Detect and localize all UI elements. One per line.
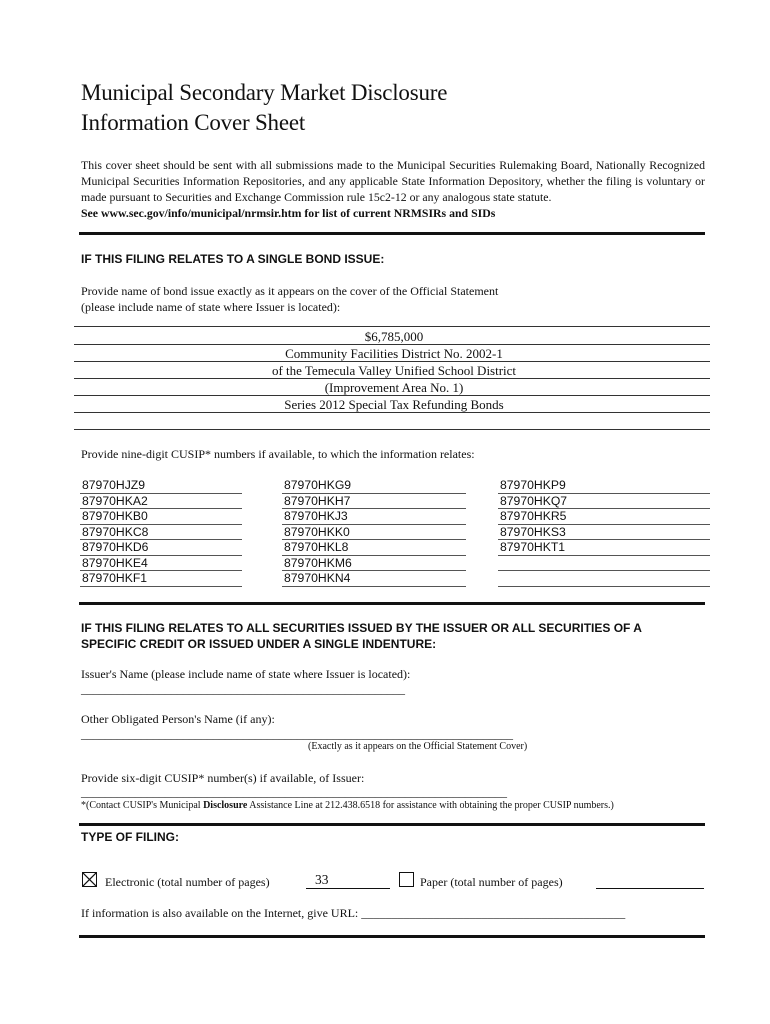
bond-line-rule [74,429,710,430]
bond-line-rule [74,344,710,345]
obligated-person-note: (Exactly as it appears on the Official Statement Cover) [308,741,528,752]
issuer-name-field[interactable]: ______________________________________________________ [81,682,405,696]
intro-text: This cover sheet should be sent with all submissions made to the Municipal Securities Rulemaking Board, Nationally Recognized Municipal Securities Information Repositories, and any applicable State Information Depository, whether the filing is voluntary or made pursuant to Securities and Exchange Commission rule 15c2-12 or any analogous state statute. [81,158,705,204]
bond-name-instruction-line-1: Provide name of bond issue exactly as it appears on the cover of the Official Statement [81,284,499,298]
footnote-prefix: *(Contact CUSIP's Municipal [81,800,204,811]
cusip6-field[interactable]: _______________________________________________________________________ [81,785,507,799]
obligated-person-field[interactable]: ________________________________________________________________________ [81,727,513,741]
url-label: If information is also available on the Internet, give URL: [81,906,359,920]
footnote-bold: Disclosure [203,800,248,811]
cusip-number: 87970HKL8 [282,540,466,556]
cusip-number: 87970HKR5 [498,509,710,525]
bond-line-rule [74,412,710,413]
all-securities-heading-line-1: IF THIS FILING RELATES TO ALL SECURITIES ISSUED BY THE ISSUER OR ALL SECURITIES OF A [81,621,642,635]
issuer-name-label: Issuer's Name (please include name of state where Issuer is located): [81,667,411,681]
cusip-footnote [81,800,614,811]
title-line-1: Municipal Secondary Market Disclosure [81,80,448,105]
cusip-number: 87970HKM6 [282,556,466,572]
section-divider [79,935,705,938]
url-row [81,905,625,921]
cusip-number: 87970HKE4 [80,556,242,572]
all-securities-heading-line-2: SPECIFIC CREDIT OR ISSUED UNDER A SINGLE INDENTURE: [81,637,437,651]
intro-bold-line: See www.sec.gov/info/municipal/nrmsir.htm for list of current NRMSIRs and SIDs [81,206,496,220]
cusip-number: 87970HKC8 [80,525,242,541]
footnote-suffix: Assistance Line at 212.438.6518 for assistance with obtaining the proper CUSIP numbers.) [247,800,614,811]
bond-name-top-rule [74,326,710,327]
section-divider [79,602,705,605]
all-securities-heading [81,620,705,652]
bond-line-rule [74,361,710,362]
bond-name-line: $6,785,000 [364,329,424,344]
bond-name-line: (Improvement Area No. 1) [324,380,464,395]
bond-name-instruction-line-2: (please include name of state where Issuer is located): [81,300,341,314]
electronic-pages-field[interactable] [306,871,390,889]
cusip-number [498,571,710,587]
cusip-number: 87970HKN4 [282,571,466,587]
cusip-number: 87970HKQ7 [498,494,710,510]
cusip-number: 87970HKA2 [80,494,242,510]
bond-name-instruction [81,283,498,315]
bond-name-line: of the Temecula Valley Unified School District [271,363,517,378]
cusip-number: 87970HKP9 [498,478,710,494]
checkbox-x-icon [83,873,96,886]
electronic-pages-value: 33 [315,872,329,887]
electronic-checkbox[interactable] [82,872,97,887]
cusip-number: 87970HKF1 [80,571,242,587]
section-divider [79,232,705,235]
obligated-person-label: Other Obligated Person's Name (if any): [81,712,275,726]
cusip-instruction: Provide nine-digit CUSIP* numbers if available, to which the information relates: [81,447,475,461]
cusip-number [498,556,710,572]
bond-line-rule [74,378,710,379]
single-bond-heading: IF THIS FILING RELATES TO A SINGLE BOND ISSUE: [81,252,385,266]
filing-type-heading: TYPE OF FILING: [81,830,179,844]
cusip-number: 87970HJZ9 [80,478,242,494]
cusip-column-3 [498,478,710,587]
bond-line-rule [74,395,710,396]
electronic-label: Electronic (total number of pages) [105,875,270,889]
cusip-number: 87970HKG9 [282,478,466,494]
url-field[interactable]: ____________________________________________ [361,906,626,920]
cusip-number: 87970HKD6 [80,540,242,556]
intro-paragraph [81,157,705,221]
cusip-number: 87970HKH7 [282,494,466,510]
paper-pages-field[interactable] [596,888,704,889]
page-title [81,78,447,138]
bond-name-block [79,328,709,413]
bond-name-line: Series 2012 Special Tax Refunding Bonds [284,397,504,412]
title-line-2: Information Cover Sheet [81,110,306,135]
section-divider [79,823,705,826]
cusip-number: 87970HKJ3 [282,509,466,525]
bond-name-line: Community Facilities District No. 2002-1 [285,346,503,361]
cusip-column-2 [282,478,466,587]
paper-label: Paper (total number of pages) [420,875,563,889]
cusip6-label: Provide six-digit CUSIP* number(s) if available, of Issuer: [81,771,365,785]
cusip-number: 87970HKS3 [498,525,710,541]
cusip-column-1 [80,478,242,587]
paper-checkbox[interactable] [399,872,414,887]
cusip-number: 87970HKT1 [498,540,710,556]
cusip-number: 87970HKB0 [80,509,242,525]
cusip-number: 87970HKK0 [282,525,466,541]
